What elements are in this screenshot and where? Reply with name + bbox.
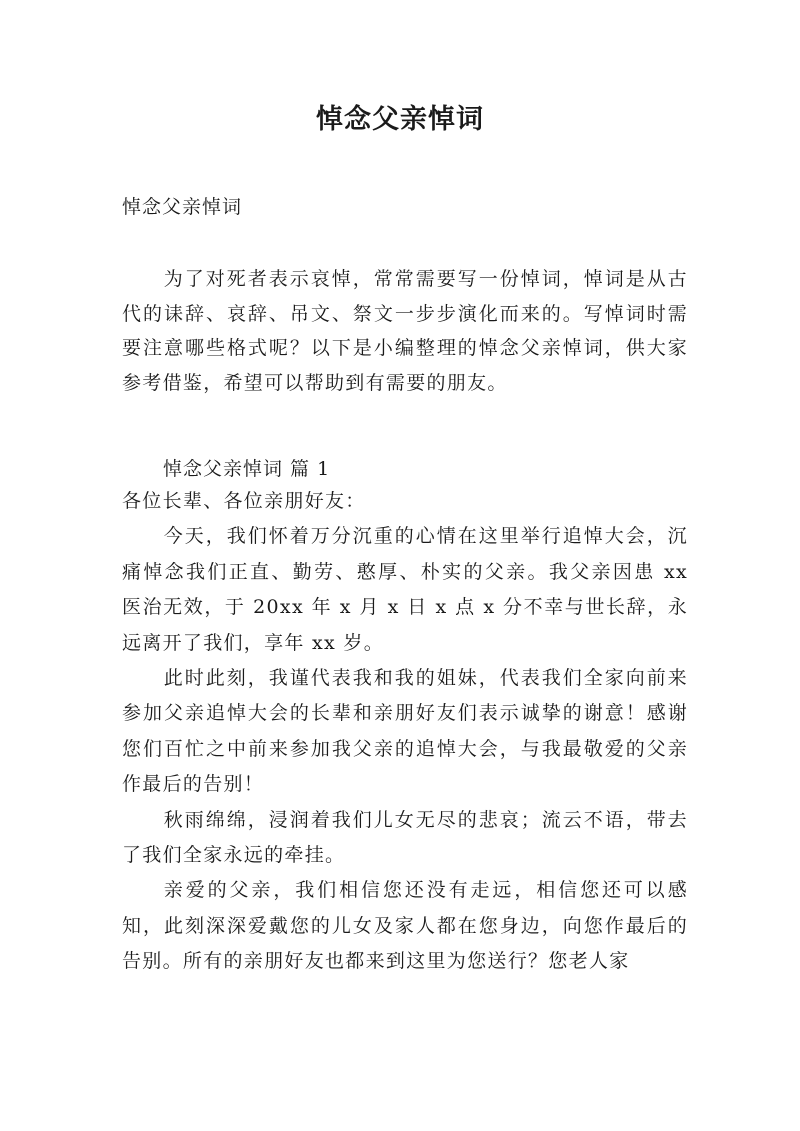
document-title: 悼念父亲悼词 xyxy=(316,104,484,135)
salutation: 各位长辈、各位亲朋好友： xyxy=(122,490,366,512)
body-paragraph-4: 亲爱的父亲，我们相信您还没有走远，相信您还可以感知，此刻深深爱戴您的儿女及家人都在您身边，向您作最后的告别。所有的亲朋好友也都来到这里为您送行？您老人家 xyxy=(122,879,688,973)
body-text xyxy=(122,484,688,980)
body-paragraph-1: 今天，我们怀着万分沉重的心情在这里举行追悼大会，沉痛悼念我们正直、勤劳、憨厚、朴实的父亲。我父亲因患 xx 医治无效，于 20xx 年 x 月 x 日 x 点 x 分不幸与世长辞，永远离开了我们，享年 xx 岁。 xyxy=(122,525,688,654)
intro-paragraph: 为了对死者表示哀悼，常常需要写一份悼词，悼词是从古代的诔辞、哀辞、吊文、祭文一步步演化而来的。写悼词时需要注意哪些格式呢？以下是小编整理的悼念父亲悼词，供大家参考借鉴，希望可以帮助到有需要的朋友。 xyxy=(122,268,688,394)
document-subtitle: 悼念父亲悼词 xyxy=(122,196,243,218)
body-paragraph-3: 秋雨绵绵，浸润着我们儿女无尽的悲哀；流云不语，带去了我们全家永远的牵挂。 xyxy=(122,808,688,867)
section-heading: 悼念父亲悼词 篇 1 xyxy=(163,458,331,480)
body-paragraph-2: 此时此刻，我谨代表我和我的姐妹，代表我们全家向前来参加父亲追悼大会的长辈和亲朋好友们表示诚挚的谢意！感谢您们百忙之中前来参加我父亲的追悼大会，与我最敬爱的父亲作最后的告别！ xyxy=(122,667,688,796)
